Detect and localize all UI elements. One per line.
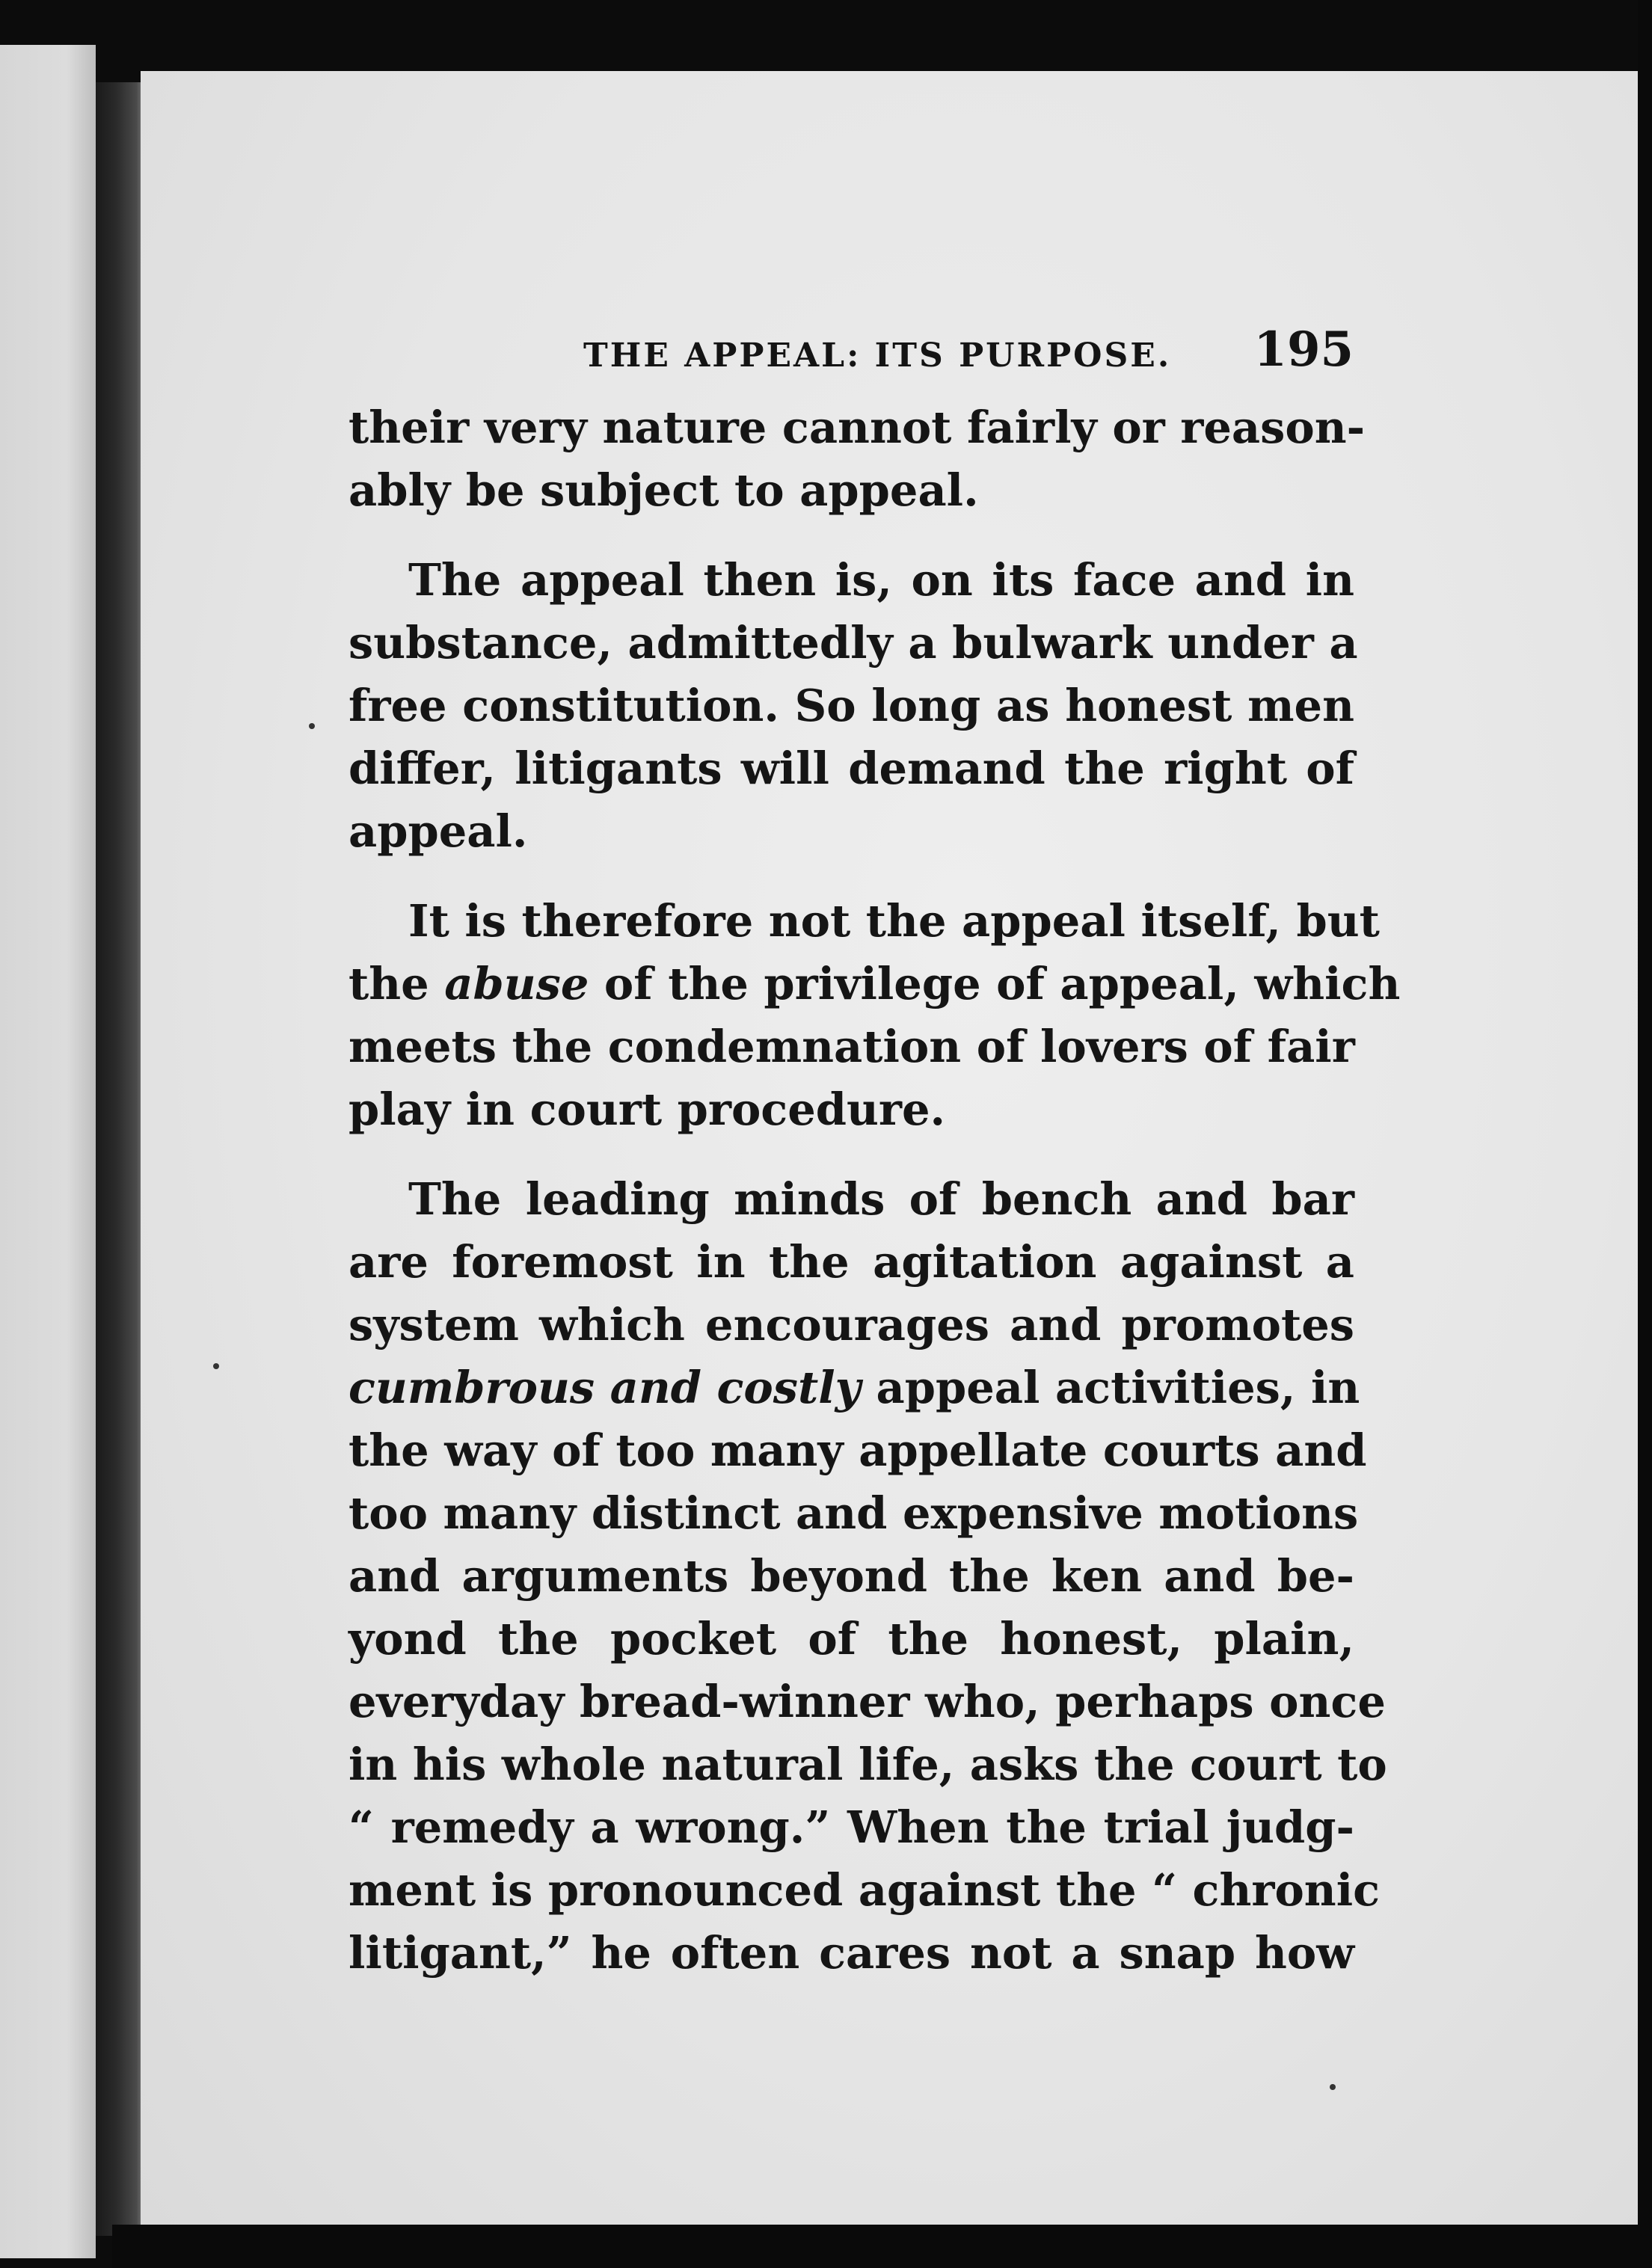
text-line: differ, litigants will demand the right of	[348, 743, 1354, 794]
body-text	[348, 396, 1401, 2012]
text-line	[348, 1356, 1360, 1419]
text-line: too many distinct and expensive motions	[348, 1487, 1359, 1539]
paragraph	[348, 549, 1358, 863]
scan-border-bottom	[112, 2225, 1652, 2268]
text-fragment: of the privilege of appeal, which	[589, 958, 1401, 1009]
paragraph	[348, 1168, 1387, 1985]
paragraph	[348, 890, 1401, 1141]
page-number: 195	[1253, 322, 1354, 378]
ink-speck	[309, 723, 315, 729]
text-line: the way of too many appellate courts and	[348, 1425, 1367, 1476]
text-line: The leading minds of bench and bar	[408, 1173, 1354, 1225]
text-line: are foremost in the agitation against a	[348, 1236, 1354, 1288]
text-fragment: appeal activities, in	[860, 1362, 1360, 1413]
text-line: their very nature cannot fairly or reason-	[348, 402, 1366, 453]
text-line: in his whole natural life, asks the court to	[348, 1739, 1387, 1790]
text-line: play in court procedure.	[348, 1084, 946, 1135]
emphasized-phrase: cumbrous and costly	[348, 1362, 861, 1413]
text-line: ment is pronounced against the “ chronic	[348, 1864, 1381, 1916]
text-line: free constitution. So long as honest men	[348, 680, 1354, 731]
text-line: substance, admittedly a bulwark under a	[348, 617, 1358, 669]
text-line: litigant,” he often cares not a snap how	[348, 1927, 1354, 1979]
text-line: everyday bread-winner who, perhaps once	[348, 1676, 1386, 1727]
text-line: yond the pocket of the honest, plain,	[348, 1613, 1354, 1665]
text-line: It is therefore not the appeal itself, but	[408, 895, 1380, 947]
ink-speck	[1330, 2084, 1336, 2090]
text-line: The appeal then is, on its face and in	[408, 554, 1354, 606]
running-head: THE APPEAL: ITS PURPOSE.	[583, 336, 1172, 375]
book-spine-shadow	[96, 82, 147, 2236]
text-line: system which encourages and promotes	[348, 1299, 1354, 1350]
emphasized-word: abuse	[444, 958, 589, 1009]
text-fragment: the	[348, 958, 445, 1009]
text-line: and arguments beyond the ken and be-	[348, 1550, 1354, 1602]
text-line: ably be subject to appeal.	[348, 464, 979, 516]
page-header	[583, 322, 1354, 389]
text-line: meets the condemnation of lovers of fair	[348, 1021, 1355, 1072]
text-line: “ remedy a wrong.” When the trial judg-	[348, 1801, 1354, 1853]
scan-border-right	[1638, 0, 1652, 2268]
paragraph	[348, 396, 1366, 522]
previous-page-edge	[0, 45, 96, 2258]
text-line: appeal.	[348, 805, 528, 857]
ink-speck	[213, 1363, 219, 1369]
text-line	[348, 953, 1401, 1015]
